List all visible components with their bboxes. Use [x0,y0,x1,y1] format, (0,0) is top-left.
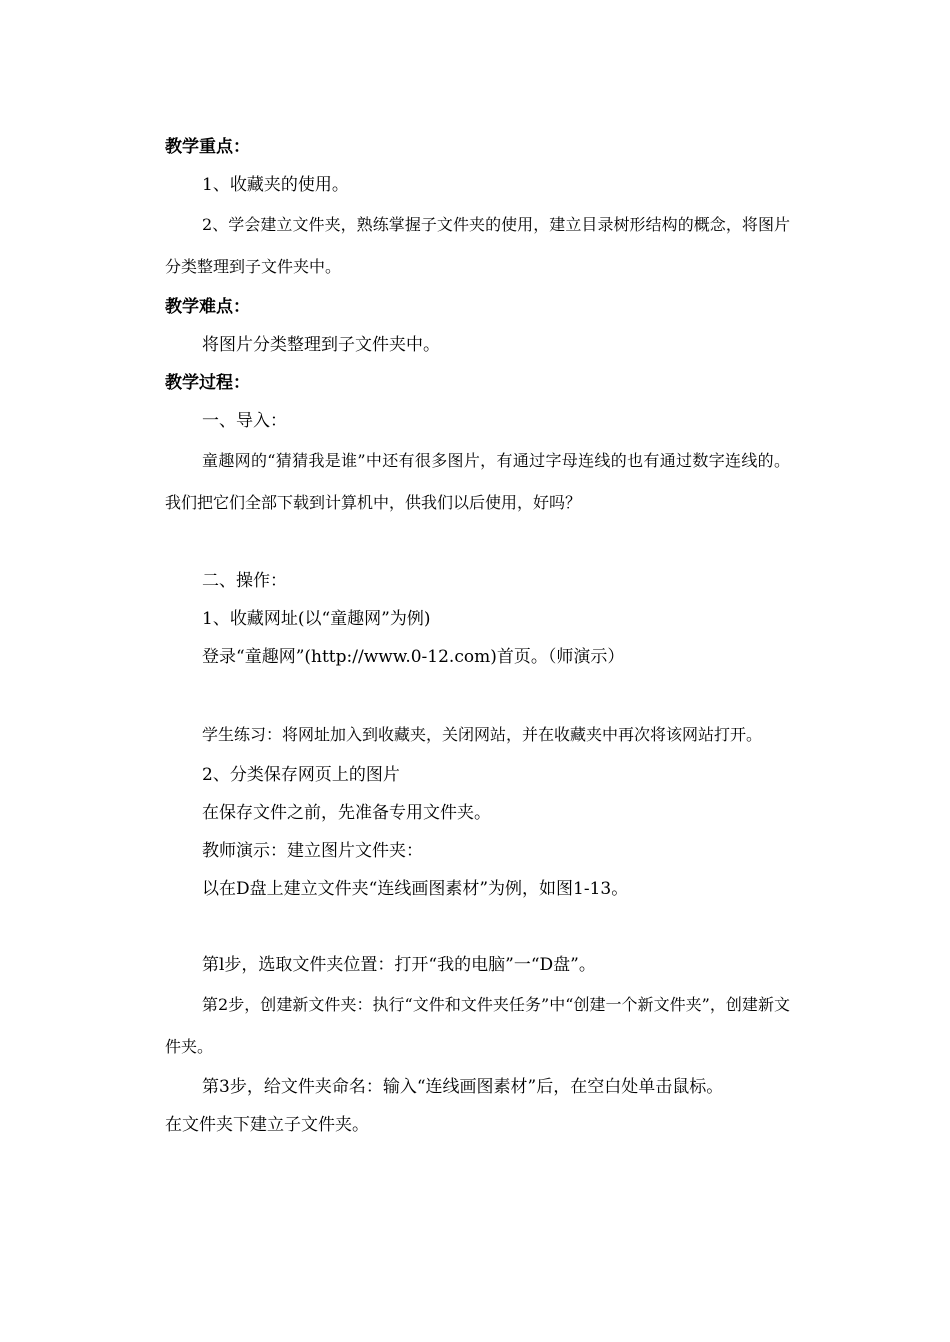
paragraph: 1、收藏网址(以“童趣网”为例) [202,609,431,629]
paragraph: 第2步，创建新文件夹：执行“文件和文件夹任务”中“创建一个新文件夹”，创建新文件夹。 [165,995,790,1056]
paragraph: 在保存文件之前，先准备专用文件夹。 [202,803,491,823]
paragraph: 将图片分类整理到子文件夹中。 [202,335,440,355]
heading-difficult-points: 教学难点： [165,297,250,317]
paragraph: 2、学会建立文件夹，熟练掌握子文件夹的使用，建立目录树形结构的概念，将图片分类整理到子文件夹中。 [165,215,790,276]
paragraph: 第3步，给文件夹命名：输入“连线画图素材”后，在空白处单击鼠标。 [202,1077,724,1097]
blank-line [165,908,790,946]
paragraph: 学生练习：将网址加入到收藏夹，关闭网站，并在收藏夹中再次将该网站打开。 [202,725,763,744]
paragraph: 以在D盘上建立文件夹“连线画图素材”为例，如图1-13。 [202,879,629,899]
paragraph: 2、分类保存网页上的图片 [202,765,400,785]
paragraph: 登录“童趣网”(http://www.0-12.com)首页。（师演示） [202,647,625,667]
section-title: 一、导入： [202,411,287,431]
paragraph: 教师演示：建立图片文件夹： [202,841,423,861]
section-title: 二、操作： [202,571,287,591]
paragraph: 1、收藏夹的使用。 [202,175,349,195]
blank-line [165,524,790,562]
paragraph: 在文件夹下建立子文件夹。 [165,1115,369,1135]
document-page [165,128,790,1144]
heading-teaching-process: 教学过程： [165,373,250,393]
heading-key-points: 教学重点： [165,137,250,157]
paragraph: 第l步，选取文件夹位置：打开“我的电脑”一“D盘”。 [202,955,596,975]
paragraph: 童趣网的“猜猜我是谁”中还有很多图片，有通过字母连线的也有通过数字连线的。我们把它们全部下载到计算机中，供我们以后使用，好吗？ [165,451,790,512]
blank-line [165,676,790,714]
